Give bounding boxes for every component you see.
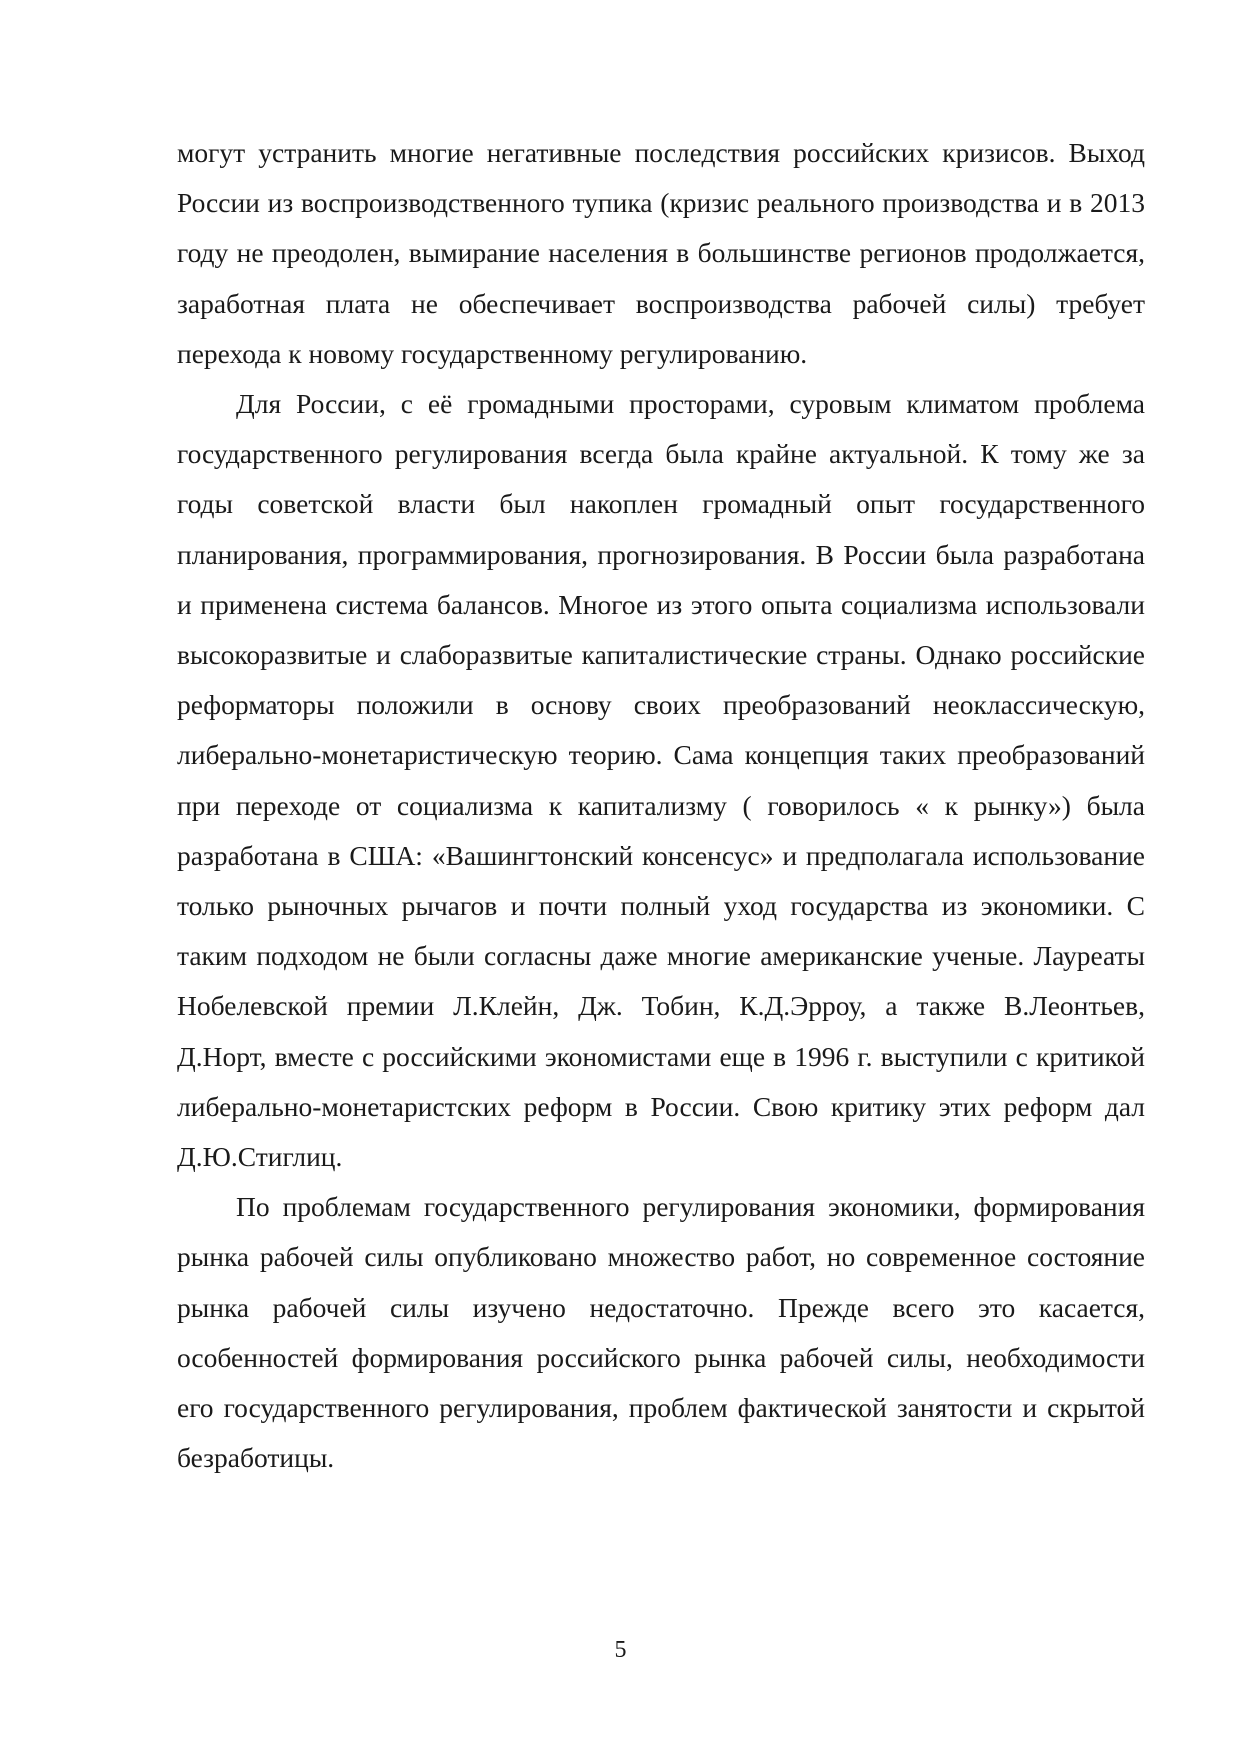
body-text [177, 128, 1145, 1483]
paragraph-1: могут устранить многие негативные последствия российских кризисов. Выход России из воспроизводственного тупика (кризис реального производства и в 2013 году не преодолен, вымирание населения в большинстве регионов продолжается, заработная плата не обеспечивает воспроизводства рабочей силы) требует перехода к новому государственному регулированию. [177, 137, 1145, 369]
page-number: 5 [614, 1637, 627, 1663]
paragraph-3: По проблемам государственного регулирования экономики, формирования рынка рабочей силы опубликовано множество работ, но современное состояние рынка рабочей силы изучено недостаточно. Прежде всего это касается, особенностей формирования российского рынка рабочей силы, необходимости его государственного регулирования, проблем фактической занятости и скрытой безработицы. [177, 1191, 1145, 1474]
paragraph-2: Для России, с её громадными просторами, суровым климатом проблема государственного регулирования всегда была крайне актуальной. К тому же за годы советской власти был накоплен громадный опыт государственного планирования, программирования, прогнозирования. В России была разработана и применена система балансов. Многое из этого опыта социализма использовали высокоразвитые и слаборазвитые капиталистические страны. Однако российские реформаторы положили в основу своих преобразований неоклассическую, либерально-монетаристическую теорию. Сама концепция таких преобразований при переходе от социализма к капитализму ( говорилось « к рынку») была разработана в США: «Вашингтонский консенсус» и предполагала использование только рыночных рычагов и почти полный уход государства из экономики. С таким подходом не были согласны даже многие американские ученые. Лауреаты Нобелевской премии Л.Клейн, Дж. Тобин, К.Д.Эрроу, а также В.Леонтьев, Д.Норт, вместе с российскими экономистами еще в 1996 г. выступили с критикой либерально-монетаристских реформ в России. Свою критику этих реформ дал Д.Ю.Стиглиц. [177, 388, 1145, 1173]
